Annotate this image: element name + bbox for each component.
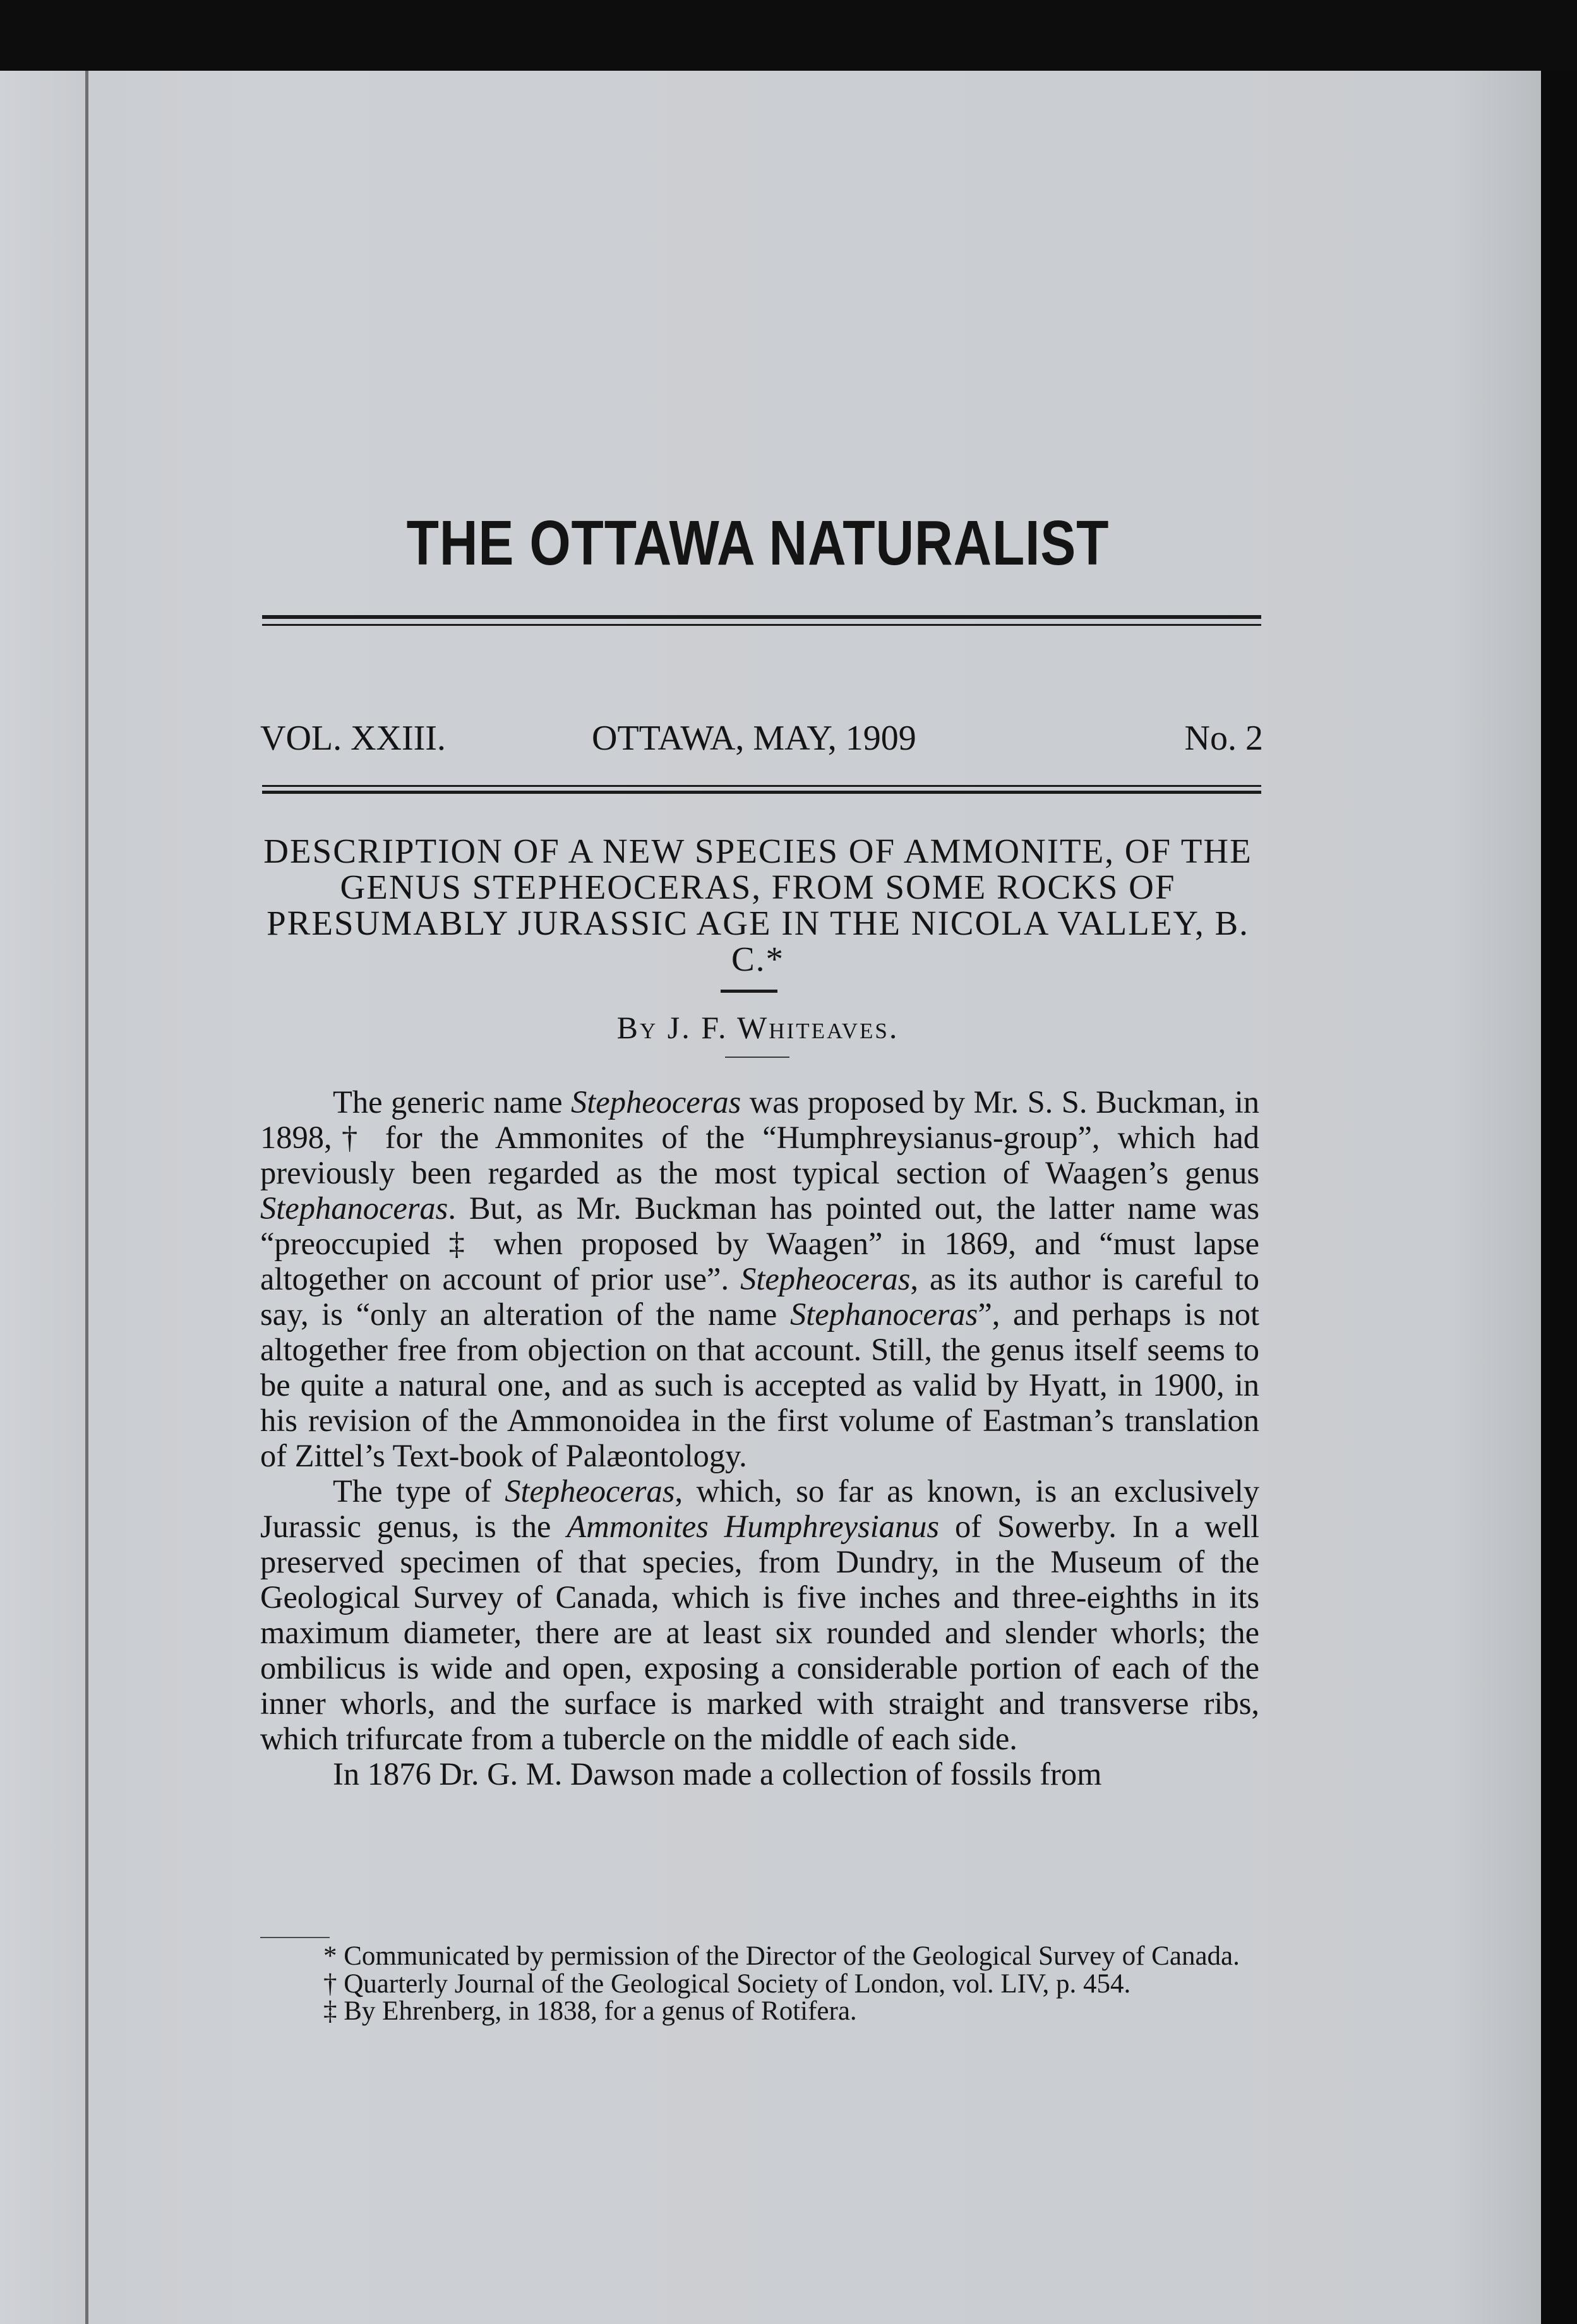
issue-line [260,710,1263,767]
dateline: OTTAWA, MAY, 1909 [592,719,916,758]
taxon-name: Ammonites Humphreysianus [567,1509,940,1544]
text-run: of Sowerby. In a well preserved specimen of that species, from Dundry, in the Museum of the Geological Survey of Canada, which is five inches and three-eighths in its maximum diameter, there are at least six rounded and slender whorls; the ombilicus is wide and open, exposing a considerable portion of each of the inner whorls, and the surface is marked with straight and transverse ribs, which trifurcate from a tubercle on the middle of each side. [260,1509,1260,1756]
footnote-1: * Communicated by permission of the Director of the Geological Survey of Canada. [323,1941,1240,1971]
volume-number: VOL. XXIII. [260,719,446,758]
document-page [0,71,1541,2324]
footnote-2: † Quarterly Journal of the Geological Society of London, vol. LIV, p. 454. [323,1968,1131,1999]
taxon-name: Stepheoceras [505,1473,675,1509]
title-divider [721,990,777,993]
footnote-divider [260,1937,330,1938]
body-paragraph-2 [260,1473,1259,1756]
footnote-3: ‡ By Ehrenberg, in 1838, for a genus of Rotifera. [323,1996,857,2026]
issue-rule-thick [262,791,1261,794]
author-byline: By J. F. Whiteaves. [616,1010,899,1045]
text-run: was proposed by Mr. S. S. Buckman, in 1898,† for the Ammonites of the “Humphreysianus-group”, which had previously been regarded as the most typical section of Waagen’s genus [260,1084,1259,1190]
text-run: ”, and perhaps is not altogether free from objection on that account. Still, the genus itself seems to be quite a natural one, and as such is accepted as valid by Hyatt, in 1900, in his revision of the Ammonoidea in the first volume of Eastman’s translation of Zittel’s Text-book of Palæontology. [260,1297,1260,1473]
article-title: DESCRIPTION OF A NEW SPECIES OF AMMONITE, OF THE GENUS STEPHEOCERAS, FROM SOME ROCKS OF PRESUMABLY JURASSIC AGE IN THE NICOLA VALLEY, B. C.* [263,832,1252,978]
header-rule-thin [262,624,1261,626]
text-run: , which, so far as known, is an exclusively Jurassic genus, is the [260,1473,1259,1544]
article-body [260,1084,1259,1792]
text-run: In 1876 Dr. G. M. Dawson made a collection of fossils from [333,1756,1102,1792]
byline-divider [725,1057,789,1058]
text-run: . But, as Mr. Buckman has pointed out, the latter name was “preoccupied ‡ when proposed by Waagen” in 1869, and “must lapse altogether on account of prior use”. [260,1190,1259,1297]
taxon-name: Stepheoceras [571,1084,741,1120]
text-run: The generic name [333,1084,572,1120]
journal-title: THE OTTAWA NATURALIST [406,508,1110,578]
taxon-name: Stephanoceras [789,1297,978,1332]
issue-number: No. 2 [1184,719,1263,758]
taxon-name: Stepheoceras [740,1261,911,1297]
header-rule-thick [262,615,1261,619]
text-run: , as its author is careful to say, is “only an alteration of the name [260,1261,1259,1332]
text-run: The type of [333,1473,505,1509]
body-paragraph-3 [260,1756,1259,1792]
page-binding-edge [0,71,88,2324]
footnotes [260,1943,1259,2025]
scan-border [0,0,1577,71]
issue-rule-thin [262,785,1261,787]
body-paragraph-1 [260,1084,1259,1473]
taxon-name: Stephanoceras [260,1190,448,1226]
